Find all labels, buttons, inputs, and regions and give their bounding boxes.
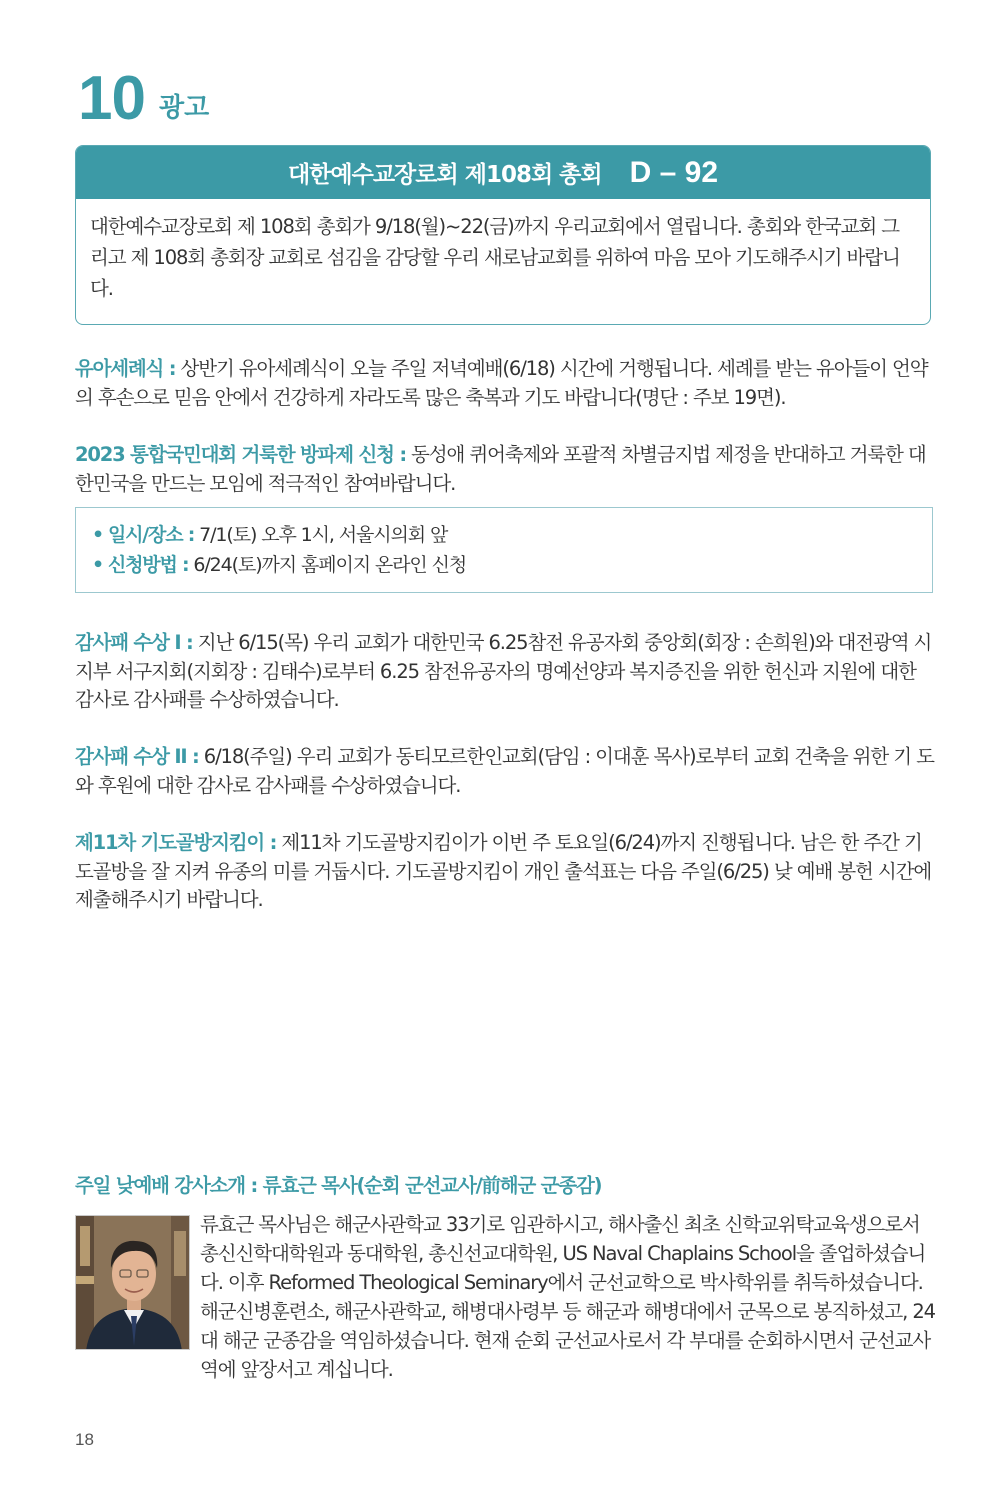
info-label: 신청방법 :	[108, 554, 189, 576]
section-number: 10	[78, 64, 145, 133]
notice-national-rally	[75, 441, 935, 498]
dday-countdown: D – 92	[629, 155, 719, 189]
info-text: 6/24(토)까지 홈페이지 온라인 신청	[188, 554, 467, 576]
bullet-icon: •	[92, 524, 104, 546]
speaker-photo	[75, 1215, 190, 1350]
portrait-image	[76, 1216, 190, 1350]
notice-plaque-2	[75, 743, 935, 800]
notice-text: 지난 6/15(목) 우리 교회가 대한민국 6.25참전 유공자회 중앙회(회장 : 손희원)와 대전광역 시지부 서구지회(지회장 : 김태수)로부터 6.25 참전유공자의 명예선양과 복지증진을 위한 헌신과 지원에 대한 감사로 감사패를 수상하였습니다.	[75, 631, 932, 711]
notice-plaque-1	[75, 629, 935, 715]
info-row-datetime	[92, 520, 916, 550]
bullet-icon: •	[92, 554, 104, 576]
info-row-application	[92, 550, 916, 580]
speaker-heading: 주일 낮예배 강사소개 : 류효근 목사(순회 군선교사/前해군 군종감)	[75, 1174, 602, 1197]
notice-label: 감사패 수상 II :	[75, 745, 199, 768]
notice-prayer-room	[75, 829, 935, 915]
notice-text: 제11차 기도골방지킴이가 이번 주 토요일(6/24)까지 진행됩니다. 남은 한 주간 기도골방을 잘 지켜 유종의 미를 거둡시다. 기도골방지킴이 개인 출석표는 다음 주일(6/25) 낮 예배 봉헌 시간에 제출해주시기 바랍니다.	[75, 831, 932, 911]
notice-text: 6/18(주일) 우리 교회가 동티모르한인교회(담임 : 이대훈 목사)로부터 교회 건축을 위한 기 도와 후원에 대한 감사로 감사패를 수상하였습니다.	[75, 745, 934, 797]
section-header	[78, 64, 210, 133]
rally-info-box	[75, 507, 933, 593]
notice-label: 2023 통합국민대회 거룩한 방파제 신청 :	[75, 443, 406, 466]
speaker-bio: 류효근 목사님은 해군사관학교 33기로 임관하시고, 해사출신 최초 신학교위탁교육생으로서 총신신학대학원과 동대학원, 총신선교대학원, US Naval Chaplains School을 졸업하셨습니다. 이후 Reformed Theological Seminary에서 군선교학으로 박사학위를 취득하셨습니다. 해군신병훈련소, 해군사관학교, 해병대사령부 등 해군과 해병대에서 군목으로 봉직하셨고, 24대 해군 군종감을 역임하셨습니다. 현재 순회 군선교사로서 각 부대를 순회하시면서 군선교사역에 앞장서고 계십니다.	[200, 1213, 935, 1381]
notice-text: 상반기 유아세례식이 오늘 주일 저녁예배(6/18) 시간에 거행됩니다. 세례를 받는 유아들이 언약의 후손으로 믿음 안에서 건강하게 자라도록 많은 축복과 기도 바랍니다(명단 : 주보 19면).	[75, 357, 928, 409]
dday-body: 대한예수교장로회 제 108회 총회가 9/18(월)~22(금)까지 우리교회에서 열립니다. 총회와 한국교회 그리고 제 108회 총회장 교회로 섬김을 감당할 우리 새로남교회를 위하여 마음 모아 기도해주시기 바랍니다.	[90, 215, 900, 300]
info-text: 7/1(토) 오후 1시, 서울시의회 앞	[194, 524, 448, 546]
notice-text: 동성애 퀴어축제와 포괄적 차별금지법 제정을 반대하고 거룩한 대한민국을 만드는 모임에 적극적인 참여바랍니다.	[75, 443, 926, 495]
notice-label: 유아세례식 :	[75, 357, 176, 380]
dday-box	[75, 145, 931, 325]
page-number: 18	[75, 1430, 94, 1449]
notice-infant-baptism	[75, 355, 935, 412]
notice-label: 감사패 수상 I :	[75, 631, 193, 654]
notice-label: 제11차 기도골방지킴이 :	[75, 831, 277, 854]
section-title: 광고	[158, 93, 210, 123]
dday-header	[76, 146, 930, 199]
info-label: 일시/장소 :	[108, 524, 195, 546]
dday-title: 대한예수교장로회 제108회 총회	[287, 162, 602, 188]
